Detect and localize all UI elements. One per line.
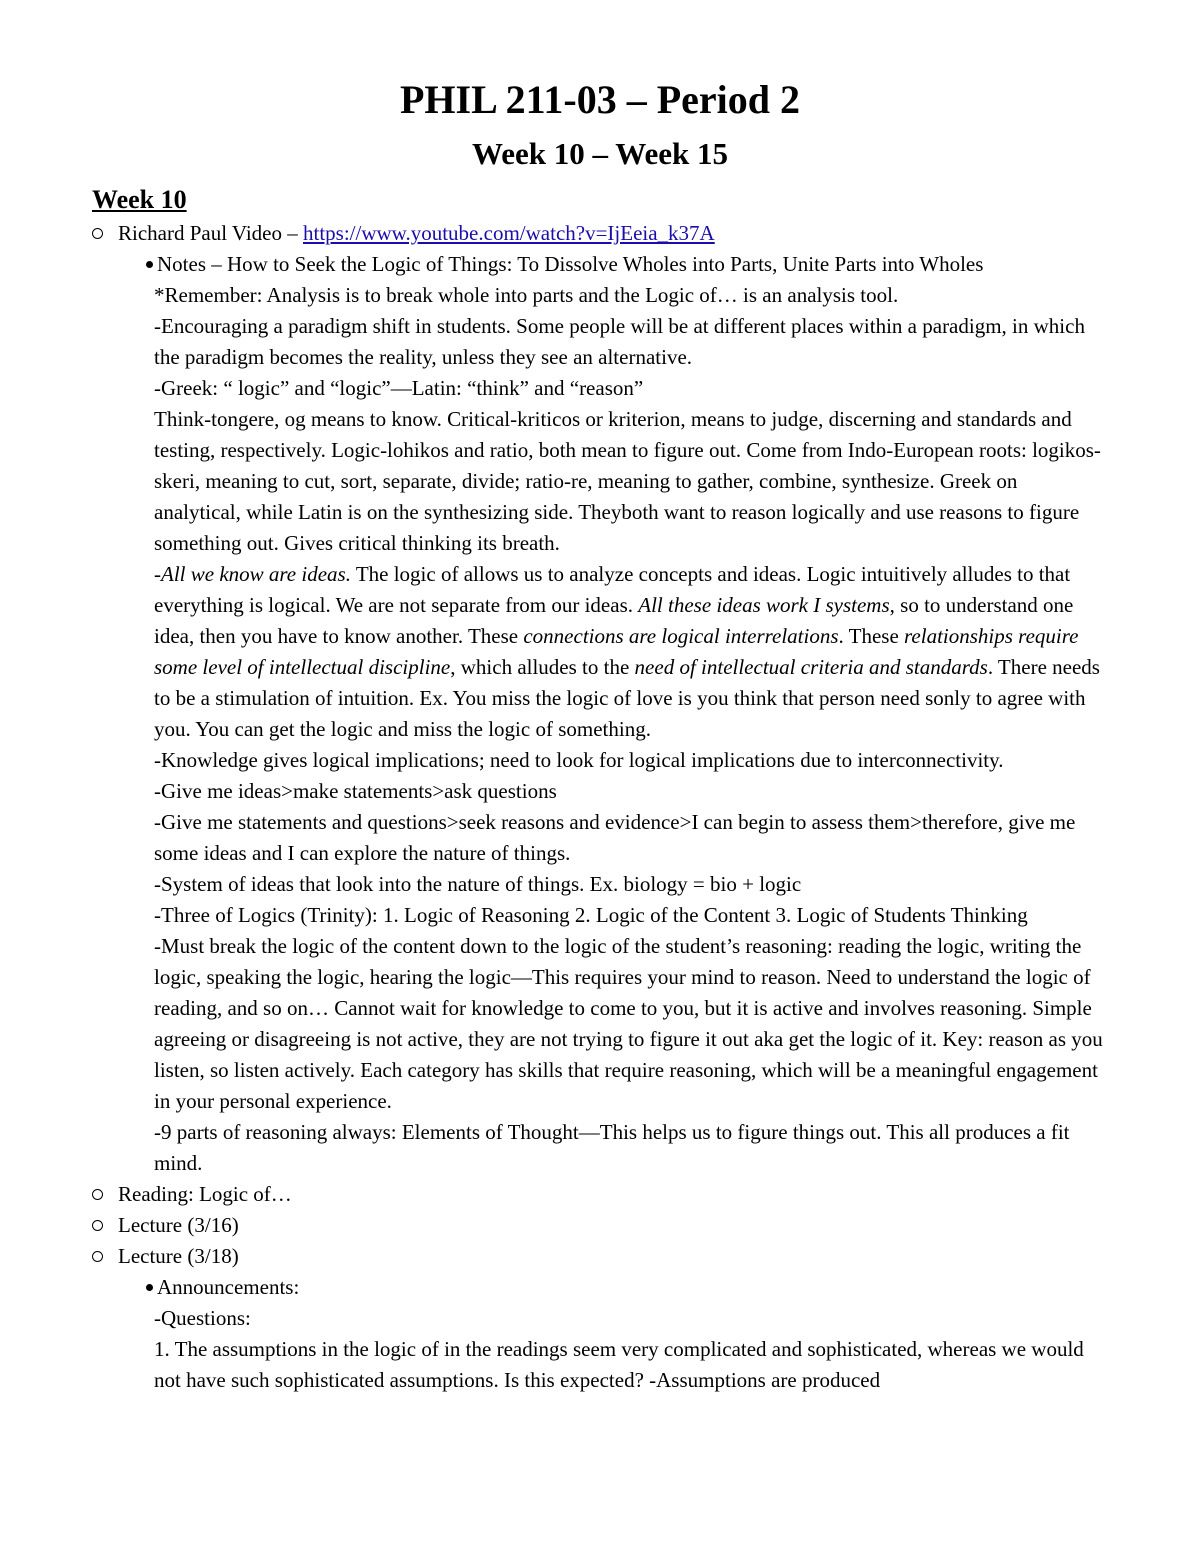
hollow-bullet-icon <box>92 1220 103 1231</box>
notes-line: -Knowledge gives logical implications; need to look for logical implications due to interconnectivity. <box>154 748 1004 772</box>
italic-run: connections are logical interrelations <box>523 624 839 648</box>
list-item-reading <box>92 1179 1108 1210</box>
notes-line: -Give me ideas>make statements>ask questions <box>154 779 557 803</box>
hollow-bullet-icon <box>92 1251 103 1262</box>
announcements-heading: Announcements: <box>157 1275 300 1299</box>
notes-line: -System of ideas that look into the nature of things. Ex. biology = bio + logic <box>154 872 802 896</box>
notes-list <box>118 249 1108 1179</box>
questions-label: -Questions: <box>154 1306 251 1330</box>
italic-run: relationships require some level of intellectual discipline <box>154 624 1079 679</box>
notes-line: -Three of Logics (Trinity): 1. Logic of Reasoning 2. Logic of the Content 3. Logic of Students Thinking <box>154 903 1028 927</box>
question-text: 1. The assumptions in the logic of in the readings seem very complicated and sophisticated, whereas we would not have such sophisticated assumptions. Is this expected? -Assumptions are produced <box>154 1337 1084 1392</box>
notes-line: -Encouraging a paradigm shift in students. Some people will be at different places within a paradigm, in which the paradigm becomes the reality, unless they see an alternative. <box>154 314 1085 369</box>
text-run: The logic of allows us to analyze concepts and ideas. Logic intuitively alludes to that everything is logical. We are not separate from our ideas. <box>154 562 1071 617</box>
text-run: - <box>154 562 161 586</box>
italic-run: All these ideas work I systems <box>638 593 890 617</box>
list-item-lecture-1 <box>92 1210 1108 1241</box>
notes-line: *Remember: Analysis is to break whole into parts and the Logic of… is an analysis tool. <box>154 283 899 307</box>
week-items-list <box>92 218 1108 1396</box>
lecture-label: Lecture (3/18) <box>118 1244 239 1268</box>
notes-line: -Must break the logic of the content down to the logic of the student’s reasoning: reading the logic, writing the logic, speaking the logic, hearing the logic—This requires your mind to reason. Need to understand the logic of reading, and so on… Cannot wait for knowledge to come to you, but it is active and involves reasoning. Simple agreeing or disagreeing is not active, they are not trying to figure it out aka get the logic of it. Key: reason as you listen, so listen actively. Each category has skills that require reasoning, which will be a meaningful engagement in your personal experience. <box>154 934 1103 1113</box>
notes-line: Think-tongere, og means to know. Critical-kriticos or kriterion, means to judge, discerning and standards and testing, respectively. Logic-lohikos and ratio, both mean to figure out. Come from Indo-European roots: logikos-skeri, meaning to cut, sort, separate, divide; ratio-re, meaning to gather, combine, synthesize. Greek on analytical, while Latin is on the synthesizing side. Theyboth want to reason logically and use reasons to figure something out. Gives critical thinking its breath. <box>154 407 1101 555</box>
notes-line: -9 parts of reasoning always: Elements of Thought—This helps us to figure things out. This all produces a fit mind. <box>154 1120 1070 1175</box>
text-run: , so to understand one idea, then you have to know another. These <box>154 593 1074 648</box>
reading-label: Reading: Logic of… <box>118 1182 292 1206</box>
notes-heading: Notes – How to Seek the Logic of Things: To Dissolve Wholes into Parts, Unite Parts into Wholes <box>157 252 984 276</box>
notes-line: -Give me statements and questions>seek reasons and evidence>I can begin to assess them>therefore, give me some ideas and I can explore the nature of things. <box>154 810 1076 865</box>
hollow-bullet-icon <box>92 228 103 239</box>
italic-run: need of intellectual criteria and standards <box>634 655 988 679</box>
hollow-bullet-icon <box>92 1189 103 1200</box>
italic-run: All we know are ideas. <box>161 562 351 586</box>
page-title: PHIL 211-03 – Period 2 <box>400 77 800 122</box>
lecture-notes-list <box>118 1272 1108 1396</box>
video-link[interactable]: https://www.youtube.com/watch?v=IjEeia_k37A <box>303 221 715 245</box>
list-item-video <box>92 218 1108 1179</box>
video-label: Richard Paul Video – <box>118 221 303 245</box>
filled-bullet-icon <box>146 261 153 268</box>
notes-item <box>154 249 1108 1179</box>
week-heading: Week 10 <box>92 185 187 214</box>
text-run: , which alludes to the <box>450 655 635 679</box>
announcements-item <box>154 1272 1108 1396</box>
lecture-label: Lecture (3/16) <box>118 1213 239 1237</box>
notes-line: -Greek: “ logic” and “logic”—Latin: “think” and “reason” <box>154 376 644 400</box>
filled-bullet-icon <box>146 1284 153 1291</box>
page-subtitle: Week 10 – Week 15 <box>471 136 729 171</box>
text-run: . There needs to be a stimulation of intuition. Ex. You miss the logic of love is you think that person need sonly to agree with you. You can get the logic and miss the logic of something. <box>154 655 1100 741</box>
list-item-lecture-2 <box>92 1241 1108 1396</box>
text-run: . These <box>838 624 905 648</box>
ideas-paragraph <box>154 559 1108 745</box>
